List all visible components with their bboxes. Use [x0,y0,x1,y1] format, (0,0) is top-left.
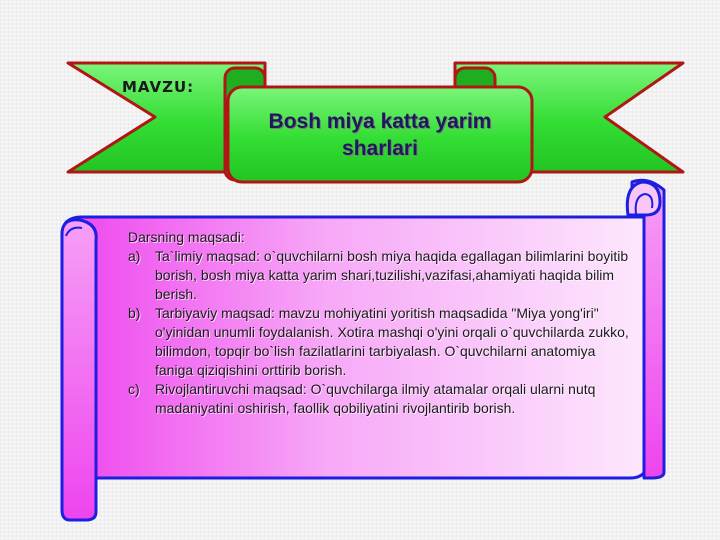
goals-list [128,247,636,418]
goal-marker: b) [128,305,141,321]
goal-item-educational [128,247,636,304]
scroll-top-curl [627,182,660,215]
goals-heading: Darsning maqsadi: [128,229,245,245]
goal-text: Ta`limiy maqsad: o`quvchilarni bosh miya haqida egallagan bilimlarini boyitib borish, bosh miya katta yarim shari,tuzilishi,vazifasi,ahamiyati haqida bilim berish. [155,248,629,302]
goal-text: Rivojlantiruvchi maqsad: O`quvchilarga ilmiy atamalar orqali ularni nutq madaniyatini oshirish, faollik qobiliyatini rivojlantirib borish. [155,381,596,416]
goal-item-developmental [128,380,636,418]
slide-title: Bosh miya katta yarim sharlari [268,109,492,160]
goal-item-upbringing [128,304,636,380]
goal-text: Tarbiyaviy maqsad: mavzu mohiyatini yoritish maqsadida "Miya yong'iri" o'yinidan unumli foydalanish. Xotira mashqi o'yini orqali o`quvchilarda zukko, bilimdon, topqir bo`lish fazilatlarini tarbiyalash. O`quvchilarni anatomiya faniga qiziqishini orttirib borish. [155,305,629,378]
scroll-left-roll [62,220,96,520]
goal-marker: c) [128,381,140,397]
topic-label: MAVZU: [122,78,195,96]
goal-marker: a) [128,248,141,264]
lesson-goals [128,228,636,418]
